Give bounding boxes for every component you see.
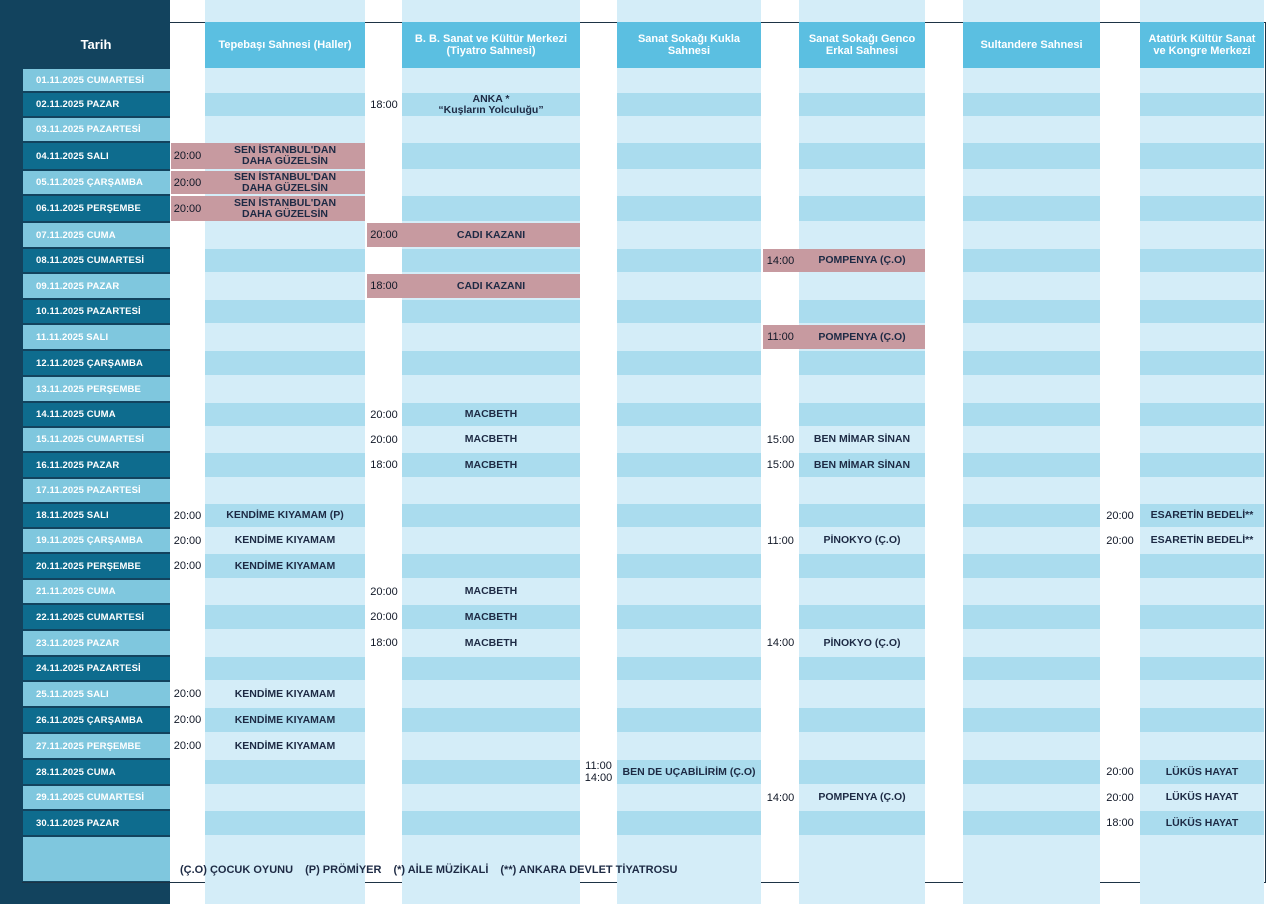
- venue-row-shade: [1140, 605, 1264, 629]
- event-title: BEN MİMAR SİNAN: [813, 433, 911, 445]
- event-time: 20:00: [1106, 766, 1134, 778]
- venue-row-shade: [205, 351, 365, 375]
- event-title: SEN İSTANBUL'DAN DAHA GÜZELSİN: [233, 170, 337, 194]
- event-title: PİNOKYO (Ç.O): [823, 534, 901, 546]
- venue-row-shade: [205, 605, 365, 629]
- date-label: 24.11.2025 PAZARTESİ: [36, 663, 141, 674]
- event-time: 20:00: [370, 433, 398, 446]
- venue-row-shade: [617, 657, 761, 680]
- event-title: LÜKÜS HAYAT: [1165, 816, 1239, 829]
- venue-row-shade: [617, 196, 761, 221]
- venue-row-shade: [402, 554, 580, 578]
- venue-header: Atatürk Kültür Sanat ve Kongre Merkezi: [1148, 33, 1256, 57]
- venue-header: Tepebaşı Sahnesi (Haller): [218, 39, 352, 51]
- venue-row-shade: [402, 657, 580, 680]
- date-label: 10.11.2025 PAZARTESİ: [36, 306, 141, 317]
- date-label: 07.11.2025 CUMA: [36, 229, 116, 241]
- event-time: 20:00: [1106, 791, 1134, 804]
- date-label: 19.11.2025 ÇARŞAMBA: [36, 535, 143, 546]
- date-label: 04.11.2025 SALI: [36, 150, 109, 162]
- event-time: 20:00: [1106, 534, 1134, 547]
- venue-row-shade: [617, 300, 761, 323]
- venue-row-shade: [1140, 143, 1264, 169]
- venue-row-shade: [963, 605, 1100, 629]
- venue-row-shade: [402, 811, 580, 835]
- event-time: 14:00: [766, 791, 795, 804]
- date-label: 23.11.2025 PAZAR: [36, 637, 120, 649]
- date-label: 06.11.2025 PERŞEMBE: [36, 203, 141, 214]
- saat-header: Saat: [931, 38, 957, 52]
- saat-header: Saat: [1107, 38, 1133, 52]
- venue-row-shade: [205, 249, 365, 272]
- date-label: 03.11.2025 PAZARTESİ: [36, 124, 141, 135]
- venue-row-shade: [963, 453, 1100, 477]
- event-title: PİNOKYO (Ç.O): [823, 636, 901, 649]
- venue-row-shade: [963, 249, 1100, 272]
- event-title: MACBETH: [464, 458, 518, 471]
- venue-row-shade: [617, 811, 761, 835]
- venue-row-shade: [799, 143, 925, 169]
- event-time: 20:00: [173, 560, 202, 572]
- venue-row-shade: [1140, 554, 1264, 578]
- event-time: 11:00 14:00: [584, 760, 613, 784]
- event-title: MACBETH: [464, 636, 518, 649]
- date-label: 14.11.2025 CUMA: [36, 409, 116, 420]
- event-time: 20:00: [173, 176, 202, 189]
- venue-row-shade: [617, 504, 761, 527]
- date-label: 02.11.2025 PAZAR: [36, 99, 120, 110]
- date-label: 18.11.2025 SALI: [36, 510, 109, 521]
- date-label: 30.11.2025 PAZAR: [36, 817, 120, 829]
- venue-row-shade: [1140, 300, 1264, 323]
- venue-header: Sanat Sokağı Kukla Sahnesi: [637, 33, 741, 57]
- venue-row-shade: [963, 760, 1100, 784]
- venue-row-shade: [799, 708, 925, 732]
- date-label: 11.11.2025 SALI: [36, 331, 109, 343]
- venue-row-shade: [402, 504, 580, 527]
- venue-row-shade: [402, 708, 580, 732]
- event-title: BEN DE UÇABİLİRİM (Ç.O): [622, 765, 756, 778]
- venue-row-shade: [799, 403, 925, 426]
- event-title: CADI KAZANI: [456, 228, 526, 241]
- event-title: KENDİME KIYAMAM: [234, 559, 336, 572]
- event-title: POMPENYA (Ç.O): [818, 330, 906, 343]
- venue-row-shade: [1140, 708, 1264, 732]
- date-label: 05.11.2025 ÇARŞAMBA: [36, 177, 143, 188]
- venue-row-shade: [799, 93, 925, 116]
- event-time: 18:00: [370, 459, 398, 471]
- date-label: 16.11.2025 PAZAR: [36, 459, 120, 471]
- event-time: 15:00: [766, 459, 795, 471]
- date-label: 12.11.2025 ÇARŞAMBA: [36, 357, 143, 369]
- venue-row-shade: [963, 351, 1100, 375]
- event-time: 18:00: [370, 98, 398, 111]
- venue-row-shade: [799, 605, 925, 629]
- venue-header: Sanat Sokağı Genco Erkal Sahnesi: [808, 33, 916, 57]
- legend-date-cell: [23, 837, 170, 881]
- date-label: 28.11.2025 CUMA: [36, 766, 116, 778]
- venue-row-shade: [963, 93, 1100, 116]
- venue-row-shade: [799, 657, 925, 680]
- venue-header: Sultandere Sahnesi: [980, 39, 1083, 51]
- venue-row-shade: [617, 93, 761, 116]
- event-title: LÜKÜS HAYAT: [1165, 765, 1239, 778]
- event-title: MACBETH: [464, 585, 518, 597]
- venue-row-shade: [205, 760, 365, 784]
- venue-row-shade: [205, 657, 365, 680]
- date-label: 27.11.2025 PERŞEMBE: [36, 740, 141, 752]
- venue-row-shade: [963, 657, 1100, 680]
- saat-header: Saat: [371, 38, 397, 52]
- date-column-header: Tarih: [80, 37, 112, 52]
- venue-row-shade: [402, 249, 580, 272]
- table-right-border: [1265, 22, 1266, 882]
- venue-row-shade: [617, 403, 761, 426]
- event-time: 20:00: [1106, 509, 1134, 522]
- event-title: LÜKÜS HAYAT: [1165, 791, 1239, 803]
- venue-row-shade: [963, 811, 1100, 835]
- venue-row-shade: [617, 605, 761, 629]
- venue-row-shade: [205, 403, 365, 426]
- date-label: 22.11.2025 CUMARTESİ: [36, 611, 145, 623]
- saat-header: Saat: [174, 38, 201, 52]
- event-title: SEN İSTANBUL'DAN DAHA GÜZELSİN: [233, 196, 337, 220]
- event-title: POMPENYA (Ç.O): [818, 791, 906, 803]
- venue-row-shade: [963, 143, 1100, 169]
- event-time: 20:00: [370, 611, 398, 623]
- venue-row-shade: [1140, 453, 1264, 477]
- venue-header: B. B. Sanat ve Kültür Merkezi (Tiyatro Sahnesi): [414, 33, 568, 57]
- event-time: 20:00: [173, 534, 202, 547]
- event-time: 11:00: [767, 331, 794, 343]
- legend-item: (**) ANKARA DEVLET TİYATROSU: [500, 864, 678, 876]
- venue-row-shade: [1140, 403, 1264, 426]
- legend-item: (P) PRÖMİYER: [305, 864, 382, 876]
- venue-row-shade: [799, 760, 925, 784]
- event-title: KENDİME KIYAMAM: [234, 534, 336, 546]
- event-time: 11:00: [767, 534, 794, 547]
- legend: [180, 861, 677, 879]
- date-label: 08.11.2025 CUMARTESİ: [36, 255, 145, 266]
- venue-row-shade: [617, 554, 761, 578]
- venue-row-shade: [963, 554, 1100, 578]
- event-time: 20:00: [370, 585, 398, 598]
- event-time: 20:00: [173, 714, 202, 726]
- saat-header: Saat: [767, 38, 794, 52]
- venue-row-shade: [799, 811, 925, 835]
- date-label: 13.11.2025 PERŞEMBE: [36, 383, 141, 395]
- venue-row-shade: [799, 504, 925, 527]
- event-time: 15:00: [766, 433, 795, 446]
- venue-row-shade: [402, 760, 580, 784]
- legend-item: (*) AİLE MÜZİKALİ: [393, 864, 489, 876]
- event-title: ANKA * “Kuşların Yolculuğu”: [438, 92, 544, 116]
- event-time: 20:00: [173, 688, 202, 700]
- event-title: POMPENYA (Ç.O): [818, 254, 906, 266]
- date-label: 09.11.2025 PAZAR: [36, 280, 120, 292]
- venue-row-shade: [963, 708, 1100, 732]
- venue-row-shade: [402, 351, 580, 375]
- venue-row-shade: [205, 453, 365, 477]
- date-label: 26.11.2025 ÇARŞAMBA: [36, 714, 143, 726]
- venue-row-shade: [617, 453, 761, 477]
- legend-item: (Ç.O) ÇOCUK OYUNU: [180, 864, 294, 876]
- venue-row-shade: [205, 93, 365, 116]
- venue-row-shade: [963, 300, 1100, 323]
- venue-row-shade: [1140, 657, 1264, 680]
- date-label: 29.11.2025 CUMARTESİ: [36, 792, 145, 803]
- venue-row-shade: [799, 554, 925, 578]
- venue-row-shade: [402, 143, 580, 169]
- event-time: 14:00: [766, 637, 795, 649]
- event-title: BEN MİMAR SİNAN: [813, 458, 911, 471]
- event-title: MACBETH: [464, 610, 518, 623]
- saat-header: Saat: [585, 38, 612, 52]
- venue-row-shade: [963, 196, 1100, 221]
- event-time: 20:00: [173, 150, 202, 162]
- event-title: SEN İSTANBUL'DAN DAHA GÜZELSİN: [233, 144, 337, 167]
- date-label: 20.11.2025 PERŞEMBE: [36, 560, 141, 572]
- event-title: KENDİME KIYAMAM: [234, 713, 336, 726]
- event-time: 20:00: [173, 740, 202, 752]
- event-title: ESARETİN BEDELİ**: [1150, 534, 1254, 546]
- date-label: 15.11.2025 CUMARTESİ: [36, 434, 145, 445]
- venue-row-shade: [799, 351, 925, 375]
- venue-row-shade: [1140, 93, 1264, 116]
- event-time: 20:00: [173, 509, 202, 522]
- event-title: MACBETH: [464, 408, 518, 420]
- event-time: 14:00: [766, 254, 795, 267]
- venue-row-shade: [1140, 351, 1264, 375]
- event-time: 20:00: [173, 202, 202, 215]
- venue-row-shade: [402, 300, 580, 323]
- venue-row-shade: [205, 811, 365, 835]
- venue-row-shade: [799, 300, 925, 323]
- event-title: CADI KAZANI: [456, 279, 526, 292]
- venue-row-shade: [963, 403, 1100, 426]
- event-title: KENDİME KIYAMAM (P): [226, 509, 344, 521]
- event-title: KENDİME KIYAMAM: [234, 739, 336, 752]
- event-title: MACBETH: [464, 433, 518, 445]
- event-time: 20:00: [370, 229, 398, 241]
- date-label: 01.11.2025 CUMARTESİ: [36, 74, 145, 86]
- venue-row-shade: [617, 249, 761, 272]
- event-time: 20:00: [370, 408, 398, 421]
- date-label: 25.11.2025 SALI: [36, 688, 109, 700]
- venue-row-shade: [402, 196, 580, 221]
- venue-row-shade: [617, 143, 761, 169]
- venue-row-shade: [963, 504, 1100, 527]
- venue-row-shade: [205, 300, 365, 323]
- event-time: 18:00: [1106, 817, 1134, 829]
- venue-row-shade: [799, 196, 925, 221]
- date-label: 21.11.2025 CUMA: [36, 586, 116, 597]
- event-title: KENDİME KIYAMAM: [234, 687, 336, 700]
- venue-row-shade: [617, 708, 761, 732]
- date-label: 17.11.2025 PAZARTESİ: [36, 485, 141, 496]
- event-time: 18:00: [370, 637, 398, 649]
- venue-row-shade: [1140, 196, 1264, 221]
- venue-row-shade: [617, 351, 761, 375]
- event-time: 18:00: [370, 280, 398, 292]
- event-title: ESARETİN BEDELİ**: [1150, 509, 1254, 521]
- venue-row-shade: [1140, 249, 1264, 272]
